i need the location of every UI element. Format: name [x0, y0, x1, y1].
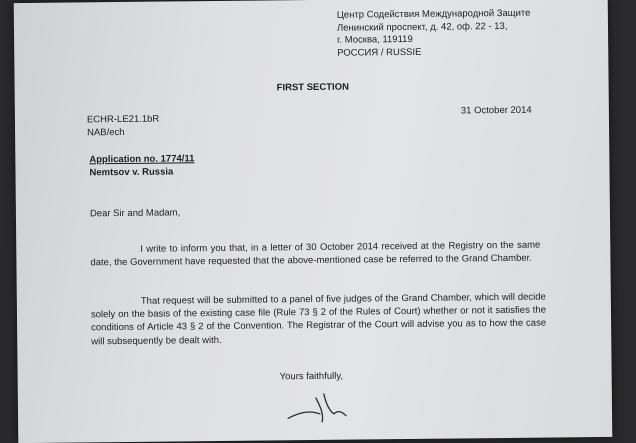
- paragraph-2: That request will be submitted to a panel of five judges of the Grand Chamber, which will decide solely on the basis of the existing case file (Rule 73 § 2 of the Rules of Court) whether or not it satisfies the conditions of Article 43 § 2 of the Convention. The Registrar of the Court will advise you as to how the case will subsequently be dealt with.: [90, 291, 547, 347]
- case-name: Nemtsov v. Russia: [89, 165, 174, 178]
- address-line: Ленинский проспект, д. 42, оф. 22 - 13,: [336, 20, 508, 34]
- application-block: [89, 153, 194, 179]
- address-line: г. Москва, 119119: [337, 34, 413, 46]
- letter-page: [14, 0, 613, 443]
- reference-line: NAB/ech: [87, 126, 125, 138]
- letter-date: 31 October 2014: [460, 104, 532, 117]
- signature-icon: [280, 384, 360, 425]
- address-line: РОССИЯ / RUSSIE: [337, 46, 422, 59]
- address-line: Центр Содействия Международной Защите: [336, 7, 531, 21]
- reference-block: [87, 114, 160, 140]
- reference-line: ECHR-LE21.1bR: [86, 113, 160, 126]
- application-number: Application no. 1774/11: [89, 153, 195, 166]
- closing: Yours faithfully,: [279, 370, 344, 383]
- section-title: FIRST SECTION: [276, 81, 349, 94]
- recipient-address: [337, 8, 531, 60]
- salutation: Dear Sir and Madam,: [89, 207, 181, 220]
- paragraph-1: I write to inform you that, in a letter of 30 October 2014 received at the Registry on the same date, the Government have requested that the above-mentioned case be referred to the Grand Chamber.: [90, 239, 541, 269]
